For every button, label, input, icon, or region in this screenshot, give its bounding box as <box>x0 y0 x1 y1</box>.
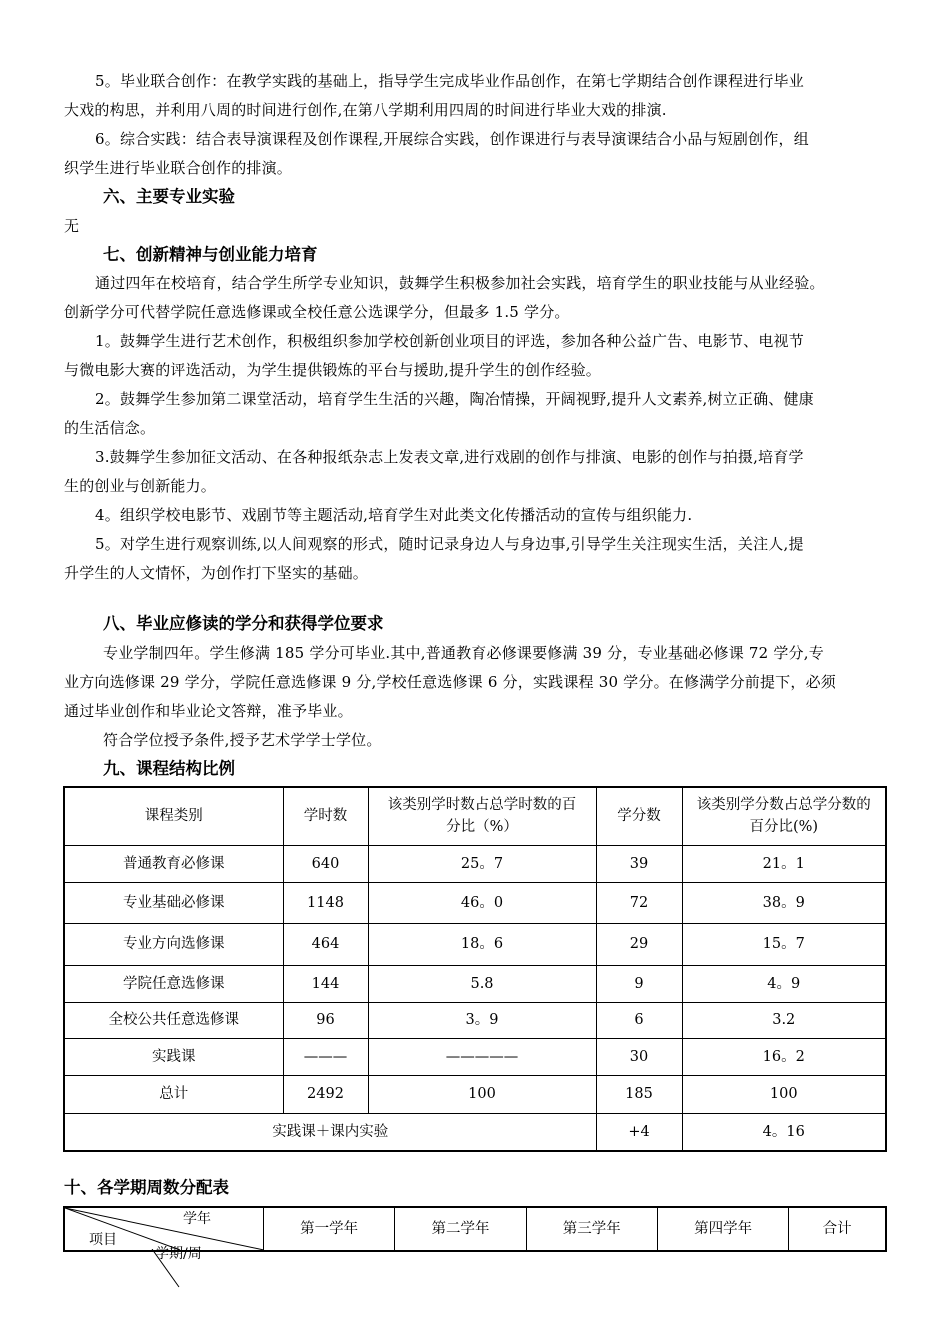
header-year-3: 第三学年 <box>526 1207 657 1251</box>
section-7-item5-line1: 5。对学生进行观察训练,以人间观察的形式，随时记录身边人与身边事,引导学生关注现实生活，关注人,提 <box>95 535 804 553</box>
diagonal-header-cell <box>64 1207 263 1251</box>
section-7-item1-line2: 与微电影大赛的评选活动，为学生提供锻炼的平台与援助,提升学生的创作经验。 <box>64 361 601 379</box>
header-credits-percent-line2: 百分比(%) <box>749 819 819 836</box>
cell-hours: ——— <box>283 1038 368 1075</box>
table-header-row <box>64 787 886 845</box>
table-row-total <box>64 1075 886 1113</box>
course-structure-table <box>63 786 887 1152</box>
cell-category: 实践课 <box>64 1038 283 1075</box>
cell-credits-percent: 15。7 <box>682 923 886 965</box>
section-7-intro-line1: 通过四年在校培育，结合学生所学专业知识，鼓舞学生积极参加社会实践，培育学生的职业技能与从业经验。 <box>95 274 825 292</box>
cell-credits-percent: 3.2 <box>682 1002 886 1038</box>
table-row <box>64 845 886 882</box>
section-10-heading: 十、各学期周数分配表 <box>64 1178 229 1197</box>
cell-credits: 185 <box>596 1075 682 1113</box>
corner-label-year: 学年 <box>183 1211 211 1227</box>
section-7-item1-line1: 1。鼓舞学生进行艺术创作，积极组织参加学校创新创业项目的评选，参加各种公益广告、电影节、电视节 <box>95 332 804 350</box>
cell-credits: 29 <box>596 923 682 965</box>
section-7-item4-line1: 4。组织学校电影节、戏剧节等主题活动,培育学生对此类文化传播活动的宣传与组织能力. <box>95 506 693 524</box>
paragraph-6-line2: 织学生进行毕业联合创作的排演。 <box>64 159 293 177</box>
cell-hours-percent: 25。7 <box>368 845 596 882</box>
header-credits: 学分数 <box>596 787 682 845</box>
cell-category: 学院任意选修课 <box>64 965 283 1002</box>
section-7-intro-line2: 创新学分可代替学院任意选修课或全校任意公选课学分，但最多 1.5 学分。 <box>64 303 570 321</box>
cell-credits: 72 <box>596 882 682 923</box>
header-year-1: 第一学年 <box>263 1207 394 1251</box>
cell-practice-credits: +4 <box>596 1113 682 1151</box>
cell-hours-percent: 5.8 <box>368 965 596 1002</box>
cell-hours: 96 <box>283 1002 368 1038</box>
header-hours-percent-line2: 分比（%） <box>446 819 518 836</box>
paragraph-5-line1: 5。毕业联合创作：在教学实践的基础上，指导学生完成毕业作品创作，在第七学期结合创作课程进行毕业 <box>95 72 804 90</box>
table-row <box>64 882 886 923</box>
cell-hours: 2492 <box>283 1075 368 1113</box>
cell-credits-percent: 38。9 <box>682 882 886 923</box>
cell-practice-label: 实践课＋课内实验 <box>64 1113 596 1151</box>
section-7-item3-line1: 3.鼓舞学生参加征文活动、在各种报纸杂志上发表文章,进行戏剧的创作与排演、电影的创作与拍摄,培育学 <box>95 448 804 466</box>
cell-hours: 464 <box>283 923 368 965</box>
cell-hours: 144 <box>283 965 368 1002</box>
section-8-p1-line3: 通过毕业创作和毕业论文答辩，准予毕业。 <box>64 702 353 720</box>
cell-category: 全校公共任意选修课 <box>64 1002 283 1038</box>
cell-hours-percent: 18。6 <box>368 923 596 965</box>
cell-credits: 6 <box>596 1002 682 1038</box>
section-7-item3-line2: 生的创业与创新能力。 <box>64 477 217 495</box>
header-year-2: 第二学年 <box>395 1207 526 1251</box>
cell-credits: 9 <box>596 965 682 1002</box>
header-year-4: 第四学年 <box>657 1207 788 1251</box>
section-6-body: 无 <box>64 217 80 235</box>
cell-category: 普通教育必修课 <box>64 845 283 882</box>
paragraph-5-line2: 大戏的构思，并利用八周的时间进行创作,在第八学期利用四周的时间进行毕业大戏的排演. <box>64 101 667 119</box>
cell-credits: 39 <box>596 845 682 882</box>
header-hours-percent <box>368 787 596 845</box>
section-7-item2-line1: 2。鼓舞学生参加第二课堂活动，培育学生生活的兴趣，陶冶情操，开阔视野,提升人文素养,树立正确、健康 <box>95 390 814 408</box>
cell-credits-percent: 100 <box>682 1075 886 1113</box>
table-header-row <box>64 1207 886 1251</box>
section-7-item2-line2: 的生活信念。 <box>64 419 156 437</box>
section-6-heading: 六、主要专业实验 <box>103 187 235 206</box>
section-8-p1-line2: 业方向选修课 29 学分，学院任意选修课 9 分,学校任意选修课 6 分，实践课程 30 学分。在修满学分前提下，必须 <box>64 673 836 691</box>
table-row <box>64 965 886 1002</box>
cell-hours: 640 <box>283 845 368 882</box>
cell-hours-percent: 100 <box>368 1075 596 1113</box>
table-row-practice-footer <box>64 1113 886 1151</box>
cell-credits-percent: 21。1 <box>682 845 886 882</box>
header-hours-percent-line1: 该类别学时数占总学时数的百 <box>387 797 577 814</box>
cell-credits: 30 <box>596 1038 682 1075</box>
cell-hours-percent: 3。9 <box>368 1002 596 1038</box>
paragraph-6-line1: 6。综合实践：结合表导演课程及创作课程,开展综合实践，创作课进行与表导演课结合小品与短剧创作，组 <box>95 130 809 148</box>
table-row <box>64 923 886 965</box>
section-8-heading: 八、毕业应修读的学分和获得学位要求 <box>103 614 384 633</box>
header-hours: 学时数 <box>283 787 368 845</box>
section-7-heading: 七、创新精神与创业能力培育 <box>103 245 318 264</box>
header-total: 合计 <box>789 1207 886 1251</box>
section-7-item5-line2: 升学生的人文情怀，为创作打下坚实的基础。 <box>64 564 369 582</box>
cell-hours-percent: 46。0 <box>368 882 596 923</box>
corner-label-item: 项目 <box>89 1232 117 1248</box>
header-credits-percent-line1: 该类别学分数占总学分数的 <box>696 797 871 814</box>
section-9-heading: 九、课程结构比例 <box>103 759 235 778</box>
cell-category: 专业方向选修课 <box>64 923 283 965</box>
corner-label-semester-week: 学期/周 <box>155 1246 202 1262</box>
cell-hours-percent: ————— <box>368 1038 596 1075</box>
cell-category: 专业基础必修课 <box>64 882 283 923</box>
table-row <box>64 1038 886 1075</box>
table-row <box>64 1002 886 1038</box>
cell-category: 总计 <box>64 1075 283 1113</box>
cell-credits-percent: 16。2 <box>682 1038 886 1075</box>
section-8-p2-line1: 符合学位授予条件,授予艺术学学士学位。 <box>103 731 382 749</box>
cell-practice-percent: 4。16 <box>682 1113 886 1151</box>
cell-hours: 1148 <box>283 882 368 923</box>
header-credits-percent <box>682 787 886 845</box>
header-course-category: 课程类别 <box>64 787 283 845</box>
cell-credits-percent: 4。9 <box>682 965 886 1002</box>
section-8-p1-line1: 专业学制四年。学生修满 185 学分可毕业.其中,普通教育必修课要修满 39 分，专业基础必修课 72 学分,专 <box>103 644 824 662</box>
